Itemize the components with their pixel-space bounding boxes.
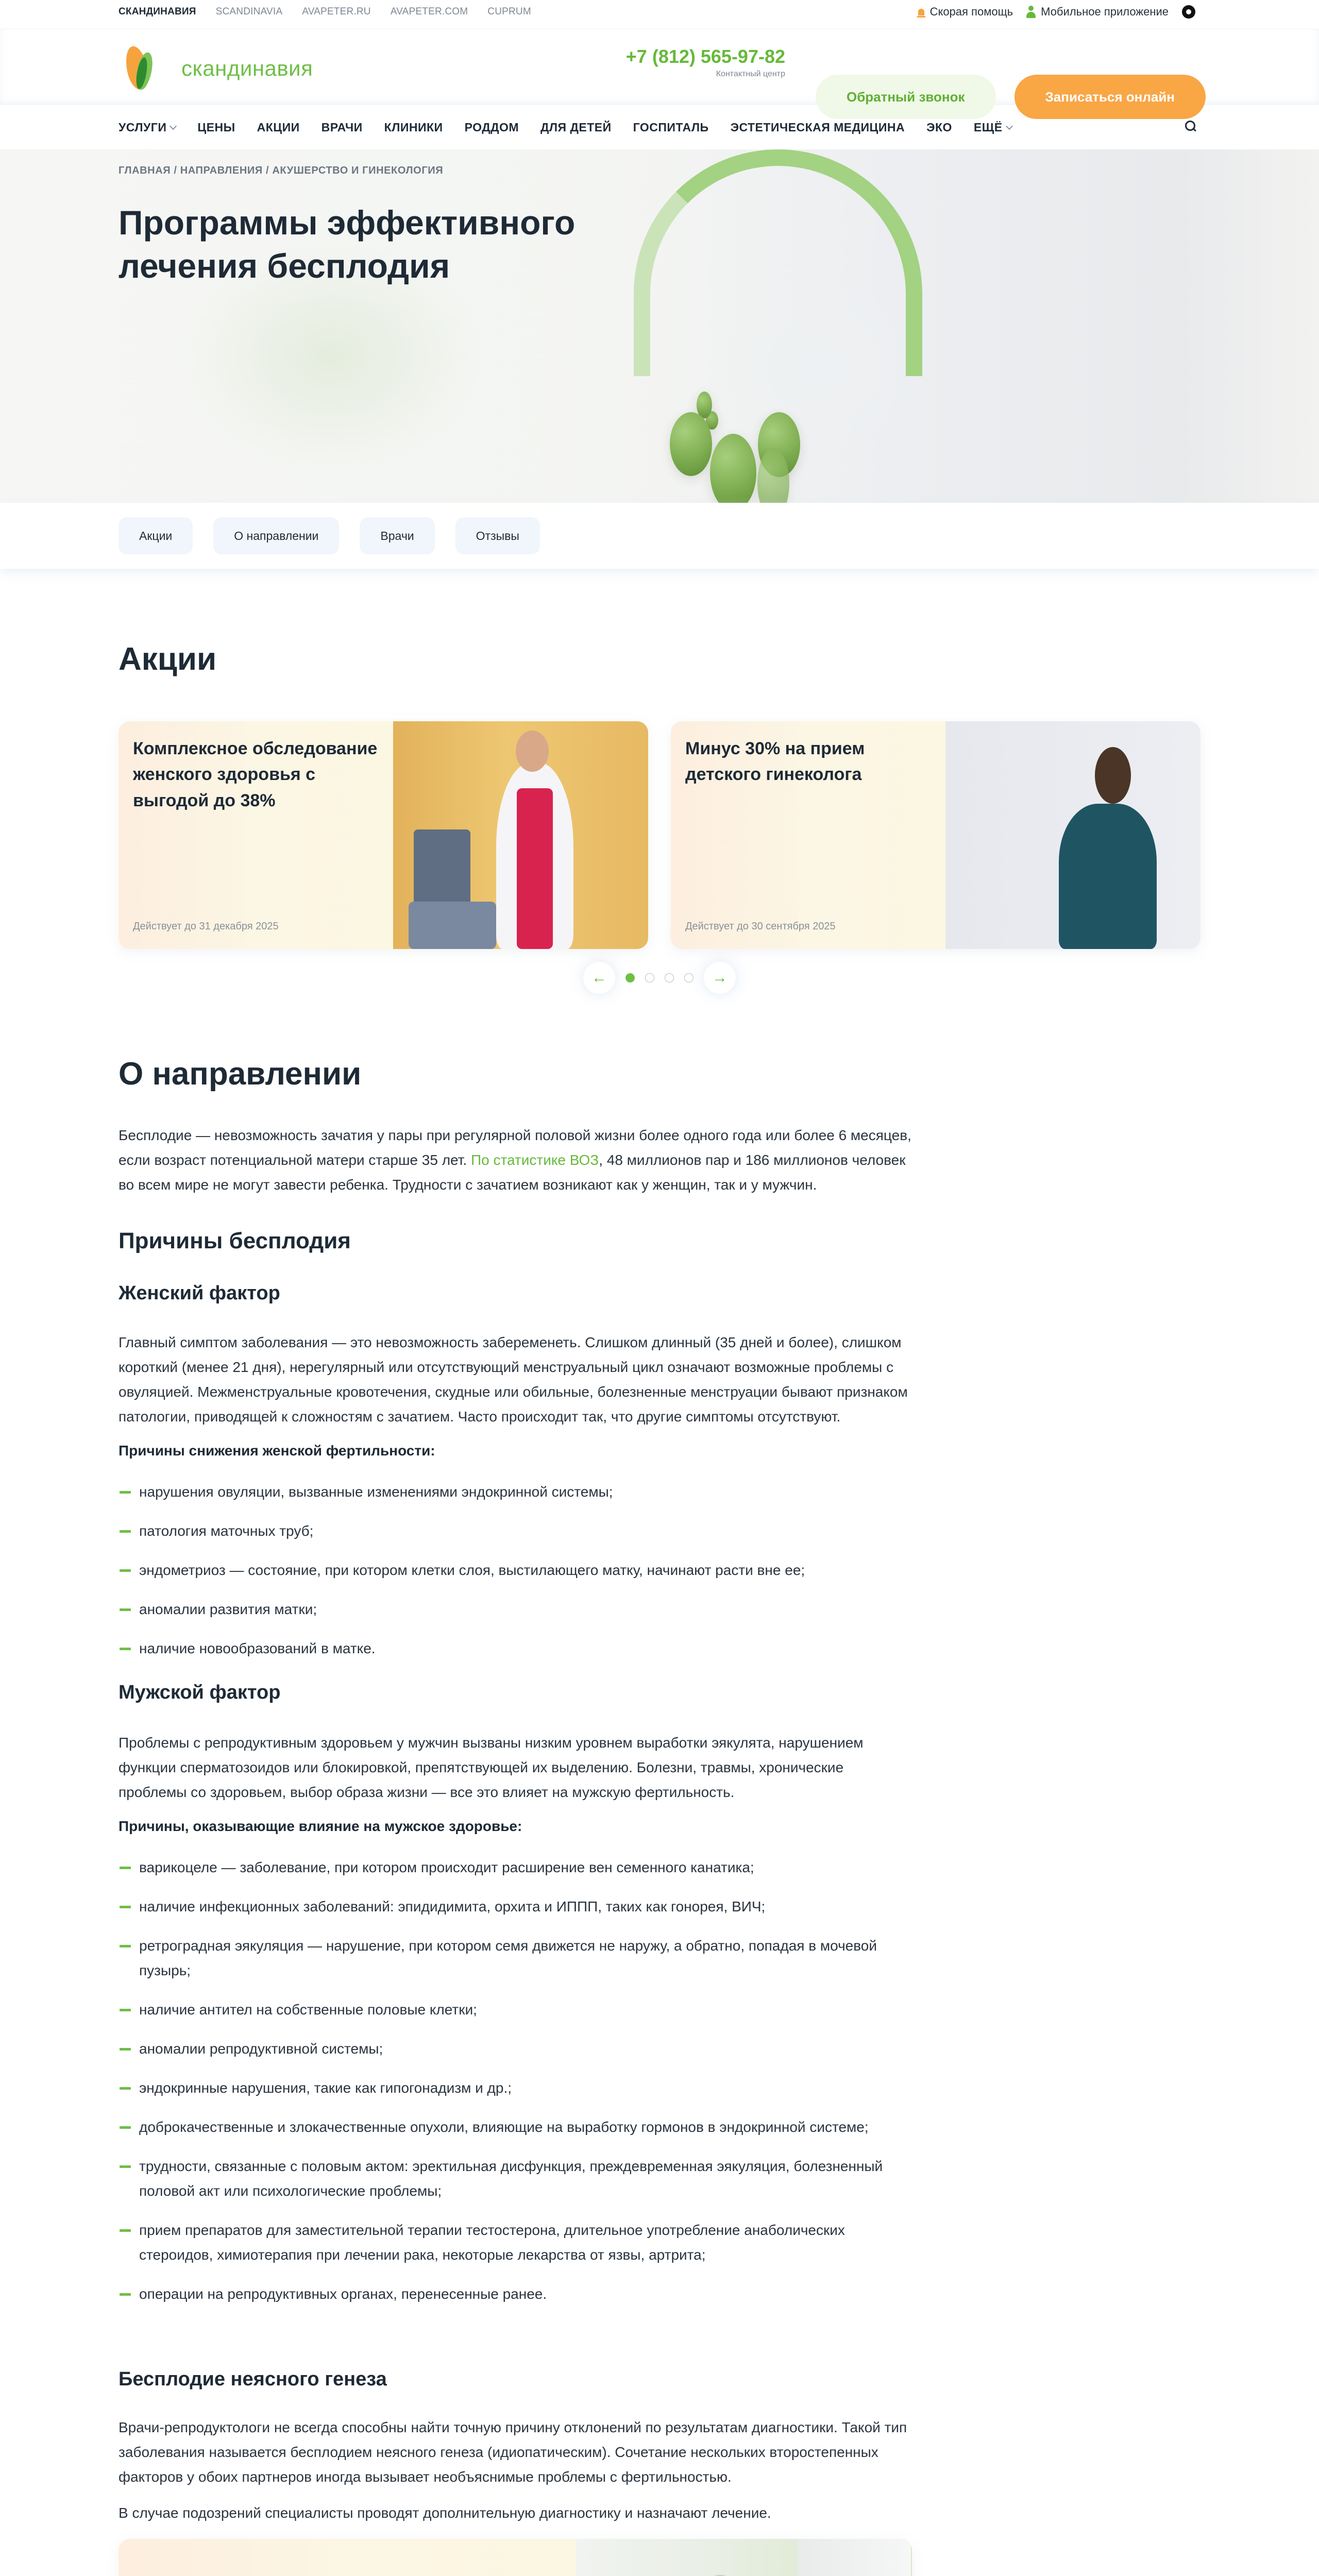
nav-item-prices[interactable]: ЦЕНЫ bbox=[197, 120, 235, 134]
promos-title: Акции bbox=[119, 641, 217, 677]
slider-dot-1[interactable] bbox=[625, 973, 635, 982]
callback-button[interactable]: Обратный звонок bbox=[816, 75, 996, 119]
promo-slider-controls bbox=[119, 962, 1200, 994]
phone-caption: Контактный центр bbox=[716, 70, 785, 78]
list-item: эндометриоз — состояние, при котором клетки слоя, выстилающего матку, начинают расти вне ее; bbox=[119, 1558, 912, 1583]
breadcrumb-separator: / bbox=[262, 165, 273, 176]
nav-item-label: УСЛУГИ bbox=[119, 120, 167, 134]
unclear-text: В случае подозрений специалисты проводят дополнительную диагностику и назначают лечение. bbox=[119, 2505, 771, 2521]
nav-item-ivf[interactable]: ЭКО bbox=[926, 120, 952, 134]
list-item: варикоцеле — заболевание, при котором происходит расширение вен семенного канатика; bbox=[119, 1855, 912, 1880]
nav-item-doctors[interactable]: ВРАЧИ bbox=[321, 120, 363, 134]
promo-card-validity: Действует до 31 декабря 2025 bbox=[133, 921, 279, 932]
chevron-down-icon bbox=[170, 123, 177, 130]
logo-icon[interactable] bbox=[127, 46, 158, 92]
nav-item-maternity[interactable]: РОДДОМ bbox=[464, 120, 519, 134]
male-causes-list bbox=[119, 1855, 912, 2307]
promo-card[interactable] bbox=[671, 721, 1200, 949]
causes-title: Причины бесплодия bbox=[119, 1228, 351, 1253]
nav-item-more[interactable] bbox=[974, 121, 1012, 134]
intro-text: , 48 миллионов пар и 186 миллионов человек во всем мире не могут завести ребенка. Трудности с зачатием возникают как у женщин, так и у мужчин. bbox=[119, 1152, 906, 1193]
male-causes-title: Причины, оказывающие влияние на мужское здоровье: bbox=[119, 1818, 522, 1834]
ivf-promo-banner[interactable] bbox=[119, 2539, 912, 2576]
phone-number[interactable]: +7 (812) 565-97-82 bbox=[625, 46, 785, 67]
book-online-button[interactable]: Записаться онлайн bbox=[1014, 75, 1206, 119]
unclear-text: Врачи-репродуктологи не всегда способны найти точную причину отклонений по результатам диагностики. Такой тип заболевания называется бесплодием неясного генеза (идиопатическим). Сочетание нескольких второстепенных факторов у обоих партнеров иногда вызывает необъяснимые проблемы с фертильностью. bbox=[119, 2419, 907, 2485]
breadcrumb-home[interactable]: ГЛАВНАЯ bbox=[119, 165, 171, 176]
about-title: О направлении bbox=[119, 1056, 362, 1092]
top-strip bbox=[0, 0, 1319, 29]
list-item: нарушения овуляции, вызванные изменениями эндокринной системы; bbox=[119, 1480, 912, 1504]
list-item: наличие антител на собственные половые клетки; bbox=[119, 1997, 912, 2022]
ambulance-siren-icon bbox=[918, 6, 925, 18]
who-statistics-link[interactable]: По статистике ВОЗ bbox=[470, 1152, 599, 1168]
nav-item-clinics[interactable]: КЛИНИКИ bbox=[384, 120, 443, 134]
mobile-app-label: Мобильное приложение bbox=[1041, 5, 1169, 18]
list-item: эндокринные нарушения, такие как гипогонадизм и др.; bbox=[119, 2076, 912, 2100]
promo-card-title: Комплексное обследование женского здоровья с выгодой до 38% bbox=[133, 739, 378, 810]
slider-dot-3[interactable] bbox=[665, 973, 674, 982]
about-intro bbox=[119, 1123, 912, 1197]
breadcrumb-obstetrics[interactable]: АКУШЕРСТВО И ГИНЕКОЛОГИЯ bbox=[272, 165, 444, 176]
list-item: аномалии развития матки; bbox=[119, 1597, 912, 1622]
person-icon bbox=[1026, 6, 1036, 18]
unclear-infertility-title: Бесплодие неясного генеза bbox=[119, 2368, 387, 2390]
site-link-skandinavia[interactable]: СКАНДИНАВИЯ bbox=[119, 6, 196, 17]
promo-card[interactable] bbox=[119, 721, 648, 949]
female-factor-title: Женский фактор bbox=[119, 1282, 280, 1304]
female-factor-text: Главный симптом заболевания — это невозможность забеременеть. Слишком длинный (35 дней и более), слишком короткий (менее 21 дня), нерегулярный или отсутствующий менструальный цикл означают возможные проблемы с овуляцией. Межменструальные кровотечения, скудные или обильные, болезненные менструации бывают признаком патологии, приводящей к сложностям с зачатием. Часто происходит так, что другие симптомы отсутствуют. bbox=[119, 1334, 908, 1425]
main-nav bbox=[0, 105, 1319, 149]
promo-card-title: Минус 30% на прием детского гинеколога bbox=[685, 739, 865, 785]
slider-dot-4[interactable] bbox=[684, 973, 694, 982]
female-causes-list bbox=[119, 1480, 912, 1661]
anchor-reviews[interactable]: Отзывы bbox=[455, 517, 540, 554]
arrow-right-icon[interactable]: → bbox=[704, 962, 736, 994]
list-item: трудности, связанные с половым актом: эректильная дисфункция, преждевременная эякуляция, болезненный половой акт или психологические проблемы; bbox=[119, 2154, 912, 2204]
site-link-scandinavia[interactable]: SCANDINAVIA bbox=[215, 6, 283, 17]
site-link-avapeter-com[interactable]: AVAPETER.COM bbox=[390, 6, 468, 17]
brand-name[interactable]: скандинавия bbox=[181, 56, 313, 80]
network-sites bbox=[119, 6, 531, 18]
anchor-doctors[interactable]: Врачи bbox=[360, 517, 434, 554]
female-causes-title: Причины снижения женской фертильности: bbox=[119, 1443, 435, 1459]
breadcrumb bbox=[119, 165, 443, 177]
male-factor-text: Проблемы с репродуктивным здоровьем у мужчин вызваны низким уровнем выработки эякулята, нарушением функции сперматозоидов или блокировкой, препятствующей их выделению. Болезни, травмы, хронические проблемы со здоровьем, выбор образа жизни — все это влияет на мужскую фертильность. bbox=[119, 1735, 864, 1800]
breadcrumb-separator: / bbox=[171, 165, 180, 176]
arrow-left-icon[interactable]: ← bbox=[583, 962, 615, 994]
banner-image bbox=[576, 2539, 912, 2576]
nav-item-label: ЕЩЁ bbox=[973, 120, 1003, 134]
list-item: прием препаратов для заместительной терапии тестостерона, длительное употребление анаболических стероидов, химиотерапия при лечении рака, некоторые лекарства от язвы, артрита; bbox=[119, 2218, 912, 2267]
list-item: аномалии репродуктивной системы; bbox=[119, 2037, 912, 2061]
anchor-tabs bbox=[0, 503, 1319, 569]
breadcrumb-directions[interactable]: НАПРАВЛЕНИЯ bbox=[180, 165, 263, 176]
male-factor-title: Мужской фактор bbox=[119, 1682, 281, 1703]
search-icon[interactable] bbox=[1185, 121, 1197, 133]
nav-item-aesthetic[interactable]: ЭСТЕТИЧЕСКАЯ МЕДИЦИНА bbox=[730, 120, 905, 134]
nav-item-promos[interactable]: АКЦИИ bbox=[257, 120, 300, 134]
nav-item-hospital[interactable]: ГОСПИТАЛЬ bbox=[633, 120, 709, 134]
list-item: патология маточных труб; bbox=[119, 1519, 912, 1544]
anchor-promos[interactable]: Акции bbox=[119, 517, 193, 554]
site-link-avapeter-ru[interactable]: AVAPETER.RU bbox=[302, 6, 371, 17]
eye-icon[interactable] bbox=[1182, 5, 1195, 19]
anchor-about[interactable]: О направлении bbox=[213, 517, 339, 554]
list-item: наличие инфекционных заболеваний: эпидидимита, орхита и ИППП, таких как гонорея, ВИЧ; bbox=[119, 1894, 912, 1919]
main-header bbox=[0, 29, 1319, 105]
mobile-app-link[interactable] bbox=[1026, 5, 1169, 19]
list-item: операции на репродуктивных органах, перенесенные ранее. bbox=[119, 2282, 912, 2307]
promo-card-image bbox=[393, 721, 648, 949]
hero bbox=[0, 149, 1319, 503]
list-item: доброкачественные и злокачественные опухоли, влияющие на выработку гормонов в эндокринной системе; bbox=[119, 2115, 912, 2140]
promo-carousel bbox=[119, 721, 1200, 949]
nav-item-services[interactable] bbox=[119, 121, 176, 134]
site-link-cuprum[interactable]: CUPRUM bbox=[487, 6, 531, 17]
intro-text: Бесплодие — невозможность зачатия у пары при регулярной половой жизни более одного года или более 6 месяцев, если возраст потенциальной матери старше 35 лет. bbox=[119, 1127, 911, 1168]
ambulance-label: Скорая помощь bbox=[929, 5, 1013, 18]
contact-block bbox=[626, 46, 785, 79]
list-item: наличие новообразований в матке. bbox=[119, 1636, 912, 1661]
promo-card-image bbox=[945, 721, 1200, 949]
page-title: Программы эффективного лечения бесплодия bbox=[119, 204, 576, 285]
about-section bbox=[0, 994, 1319, 2576]
promo-card-validity: Действует до 30 сентября 2025 bbox=[685, 921, 836, 932]
list-item: ретроградная эякуляция — нарушение, при котором семя движется не наружу, а обратно, попадая в мочевой пузырь; bbox=[119, 1934, 912, 1983]
slider-dot-2[interactable] bbox=[645, 973, 654, 982]
promos-section bbox=[0, 569, 1319, 994]
ambulance-link[interactable] bbox=[918, 5, 1013, 19]
chevron-down-icon bbox=[1006, 123, 1013, 130]
nav-item-kids[interactable]: ДЛЯ ДЕТЕЙ bbox=[540, 120, 612, 134]
